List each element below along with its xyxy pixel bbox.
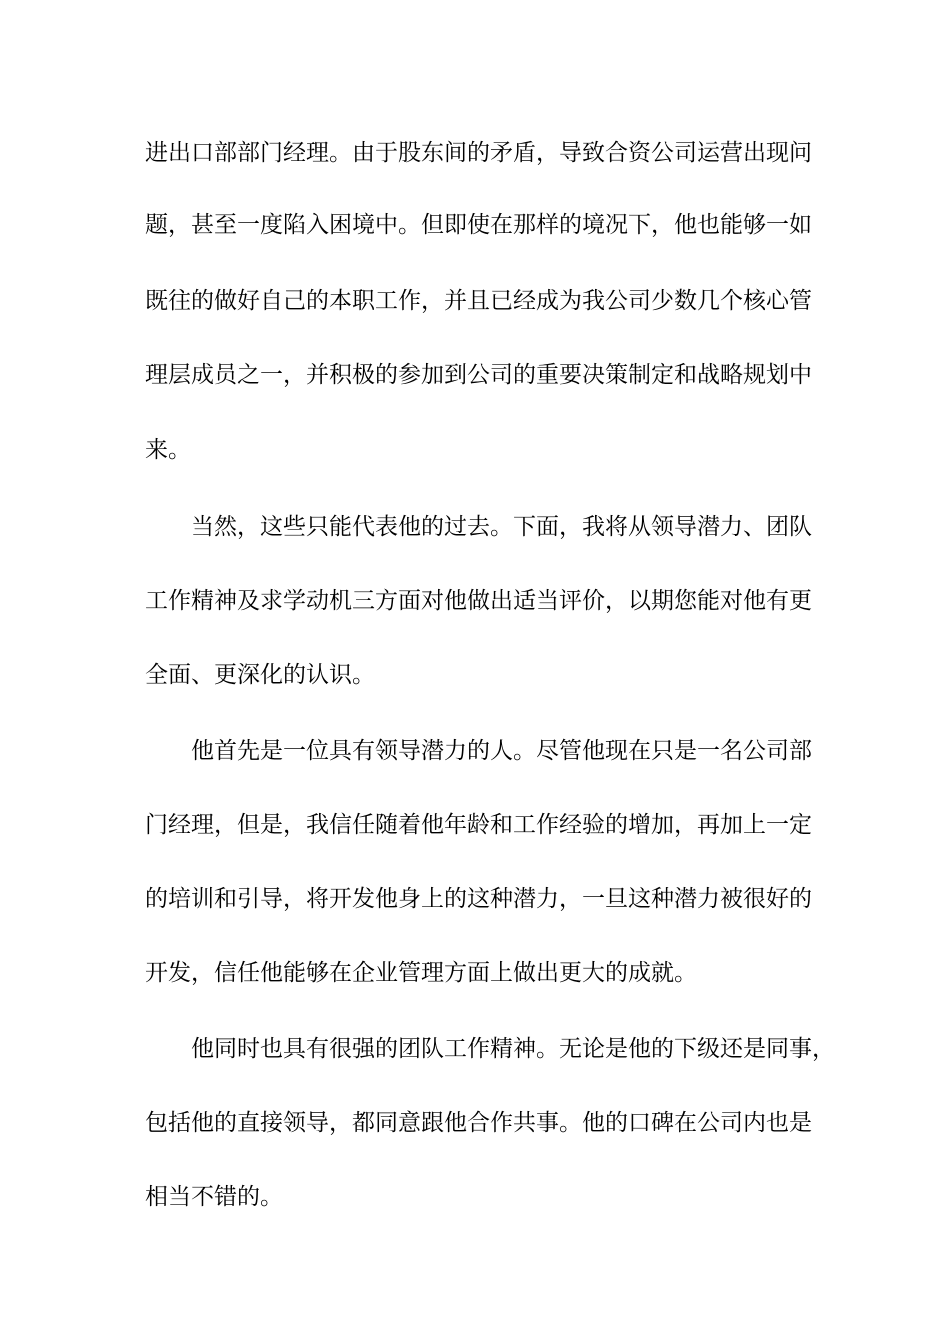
text-line: 门经理，但是，我信任随着他年龄和工作经验的增加，再加上一定 (145, 812, 812, 838)
paragraph-start-line: 他同时也具有很强的团队工作精神。无论是他的下级还是同事， (191, 1036, 835, 1062)
text-line: 理层成员之一，并积极的参加到公司的重要决策制定和战略规划中 (145, 362, 812, 388)
text-line: 相当不错的。 (145, 1184, 283, 1210)
text-line: 包括他的直接领导，都同意跟他合作共事。他的口碑在公司内也是 (145, 1110, 812, 1136)
text-line: 进出口部部门经理。由于股东间的矛盾，导致合资公司运营出现问 (145, 140, 812, 166)
paragraph-start-line: 他首先是一位具有领导潜力的人。尽管他现在只是一名公司部 (191, 738, 812, 764)
text-line: 全面、更深化的认识。 (145, 662, 375, 688)
paragraph-start-line: 当然，这些只能代表他的过去。下面，我将从领导潜力、团队 (191, 514, 812, 540)
text-line: 来。 (145, 437, 191, 463)
text-line: 既往的做好自己的本职工作，并且已经成为我公司少数几个核心管 (145, 288, 812, 314)
text-line: 题，甚至一度陷入困境中。但即使在那样的境况下，他也能够一如 (145, 212, 812, 238)
text-line: 开发，信任他能够在企业管理方面上做出更大的成就。 (145, 960, 697, 986)
text-line: 工作精神及求学动机三方面对他做出适当评价，以期您能对他有更 (145, 588, 812, 614)
text-line: 的培训和引导，将开发他身上的这种潜力，一旦这种潜力被很好的 (145, 886, 812, 912)
